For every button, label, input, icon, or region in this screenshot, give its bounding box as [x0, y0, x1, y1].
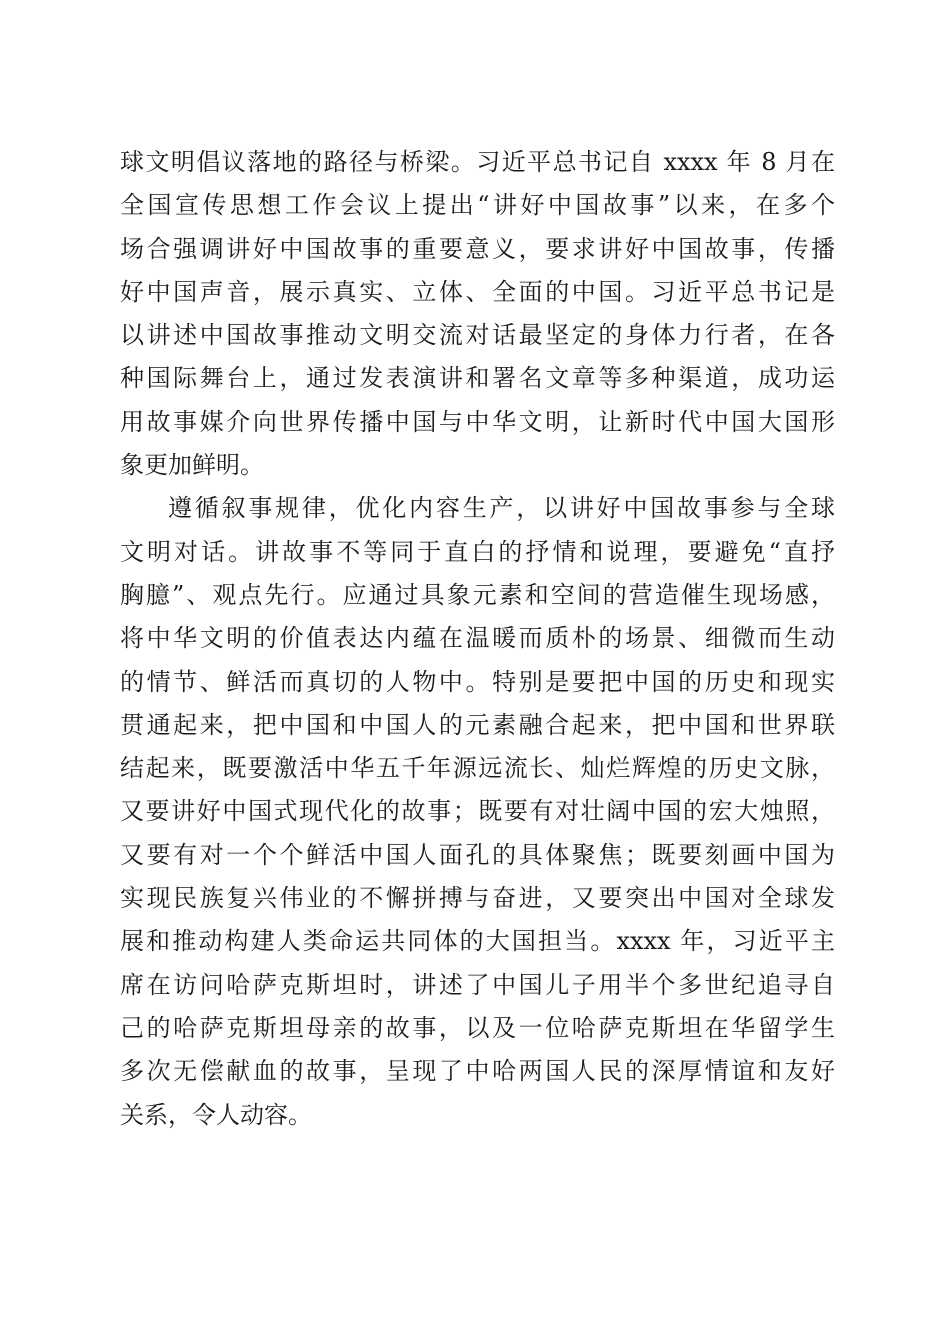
text-line: 种国际舞台上，通过发表演讲和署名文章等多种渠道，成功运	[120, 364, 835, 393]
text-line: 文明对话。讲故事不等同于直白的抒情和说理，要避免“直抒	[120, 537, 835, 566]
text-line: 胸臆”、观点先行。应通过具象元素和空间的营造催生现场感，	[120, 580, 835, 609]
text-line: 展和推动构建人类命运共同体的大国担当。xxxx 年，习近平主	[120, 927, 835, 956]
text-line: 象更加鲜明。	[120, 451, 264, 480]
text-line: 关系，令人动容。	[120, 1100, 312, 1129]
text-line: 好中国声音，展示真实、立体、全面的中国。习近平总书记是	[120, 277, 835, 306]
text-line: 又要有对一个个鲜活中国人面孔的具体聚焦；既要刻画中国为	[120, 840, 835, 869]
text-line: 己的哈萨克斯坦母亲的故事，以及一位哈萨克斯坦在华留学生	[120, 1013, 835, 1042]
text-line: 的情节、鲜活而真切的人物中。特别是要把中国的历史和现实	[120, 667, 835, 696]
text-line: 用故事媒介向世界传播中国与中华文明，让新时代中国大国形	[120, 407, 835, 436]
text-line: 贯通起来，把中国和中国人的元素融合起来，把中国和世界联	[120, 710, 835, 739]
text-line: 结起来，既要激活中华五千年源远流长、灿烂辉煌的历史文脉，	[120, 754, 835, 783]
text-line: 场合强调讲好中国故事的重要意义，要求讲好中国故事，传播	[120, 234, 835, 263]
text-line: 以讲述中国故事推动文明交流对话最坚定的身体力行者，在各	[120, 321, 835, 350]
document-body	[120, 141, 835, 1137]
text-line: 遵循叙事规律，优化内容生产，以讲好中国故事参与全球	[168, 494, 835, 523]
text-line: 席在访问哈萨克斯坦时，讲述了中国儿子用半个多世纪追寻自	[120, 970, 835, 999]
text-line: 又要讲好中国式现代化的故事；既要有对壮阔中国的宏大烛照，	[120, 797, 835, 826]
text-line: 多次无偿献血的故事，呈现了中哈两国人民的深厚情谊和友好	[120, 1057, 835, 1086]
paragraph-1	[120, 141, 835, 487]
text-line: 将中华文明的价值表达内蕴在温暖而质朴的场景、细微而生动	[120, 624, 835, 653]
text-line: 实现民族复兴伟业的不懈拼搏与奋进，又要突出中国对全球发	[120, 884, 835, 913]
paragraph-2	[120, 487, 835, 1136]
text-line: 球文明倡议落地的路径与桥梁。习近平总书记自 xxxx 年 8 月在	[120, 148, 835, 176]
text-line: 全国宣传思想工作会议上提出“讲好中国故事”以来，在多个	[120, 191, 835, 220]
